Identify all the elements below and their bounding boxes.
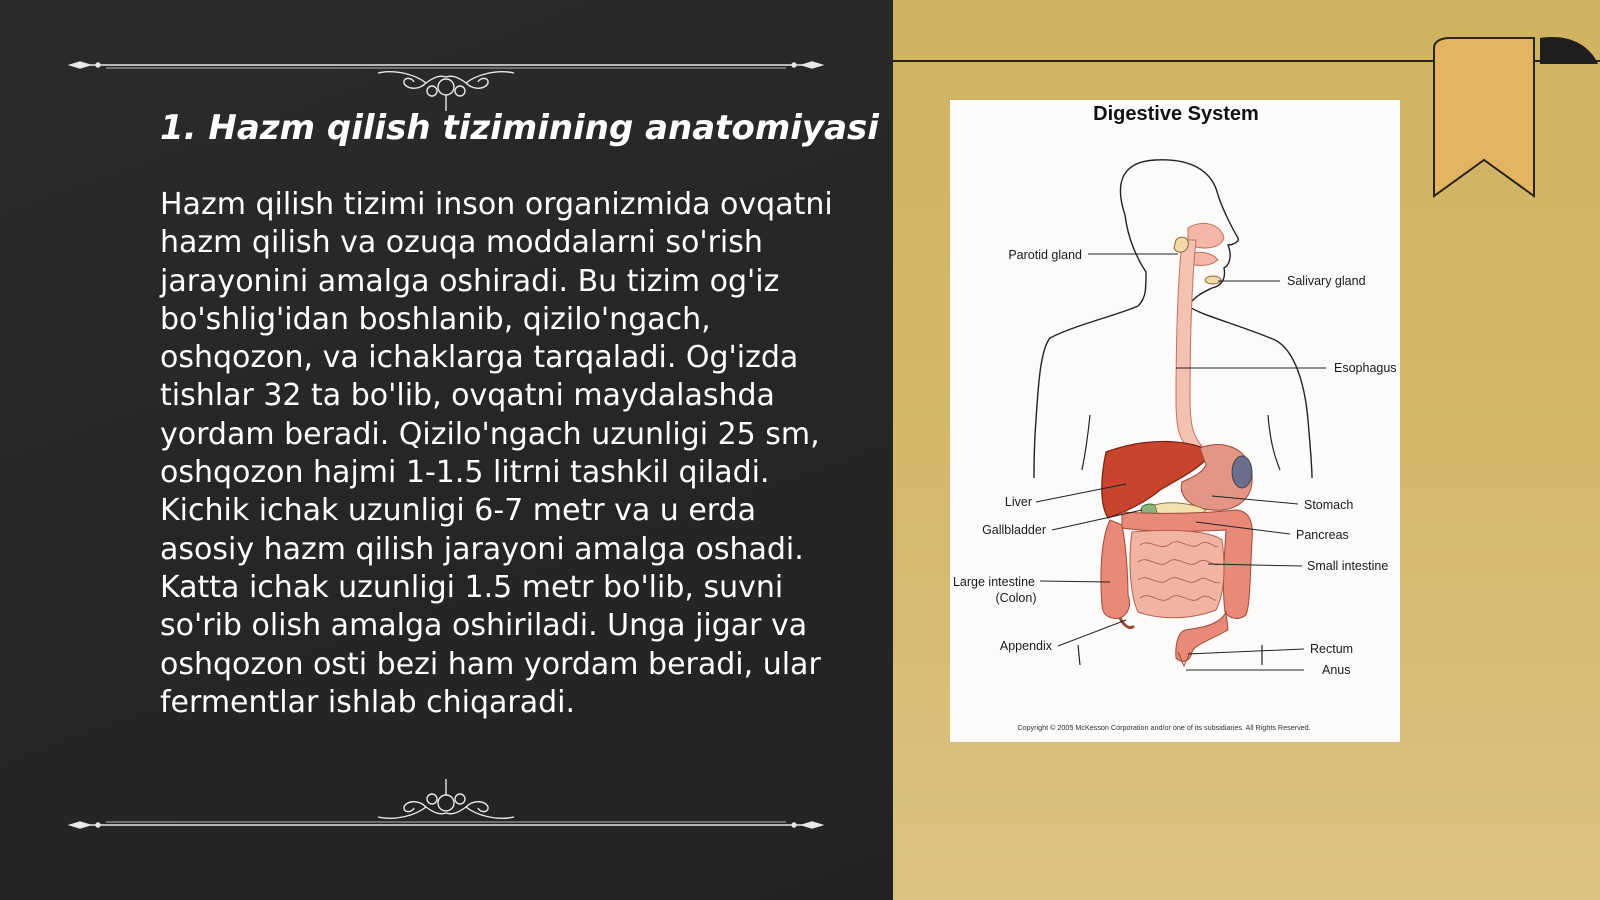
- esophagus: [1176, 240, 1202, 448]
- label-large-intestine: Large intestine: [952, 575, 1036, 589]
- label-liver: Liver: [1004, 495, 1032, 509]
- slide-body-text: Hazm qilish tizimi inson organizmida ovqatni hazm qilish va ozuqa moddalarni so'rish jarayonini amalga oshiradi. Bu tizim og'iz bo'shlig'idan boshlanib, qizilo'ngach, oshqozon, va ichaklarga tarqaladi. Og'izda tishlar 32 ta bo'lib, ovqatni maydalashda yordam beradi. Qizilo'ngach uzunligi 25 sm, oshqozon hajmi 1-1.5 litrni tashkil qiladi. Kichik ichak uzunligi 6-7 metr va u erda asosiy hazm qilish jarayoni amalga oshadi. Katta ichak uzunligi 1.5 metr bo'lib, suvni so'rib olish amalga oshiriladi. Unga jigar va oshqozon osti bezi ham yordam beradi, ular fermentlar ishlab chiqaradi.: [160, 187, 833, 720]
- slide-title: 1. Hazm qilish tizimining anatomiyasi: [160, 108, 879, 148]
- label-parotid-gland: Parotid gland: [1008, 248, 1082, 262]
- parotid-gland: [1174, 237, 1188, 252]
- appendix: [1120, 618, 1134, 628]
- label-stomach: Stomach: [1304, 498, 1354, 512]
- label-rectum: Rectum: [1310, 642, 1354, 656]
- bottom-ornament: [66, 775, 826, 835]
- salivary-gland: [1205, 276, 1221, 284]
- figure-title: Digestive System: [1093, 103, 1259, 125]
- large-intestine: [1101, 520, 1130, 618]
- label-gallbladder: Gallbladder: [982, 523, 1046, 537]
- label-appendix: Appendix: [999, 639, 1052, 653]
- body-outline: [1120, 160, 1312, 478]
- bookmark-ribbon: [1430, 34, 1600, 200]
- label-salivary-gland: Salivary gland: [1287, 274, 1366, 288]
- label-colon: (Colon): [995, 591, 1037, 605]
- label-anus: Anus: [1322, 663, 1351, 677]
- rectum: [1176, 612, 1228, 661]
- figure-copyright: Copyright © 2005 McKesson Corporation and/or one of its subsidiaries. All Rights Reserved.: [1017, 723, 1311, 732]
- label-pancreas: Pancreas: [1296, 528, 1349, 542]
- digestive-system-figure: [950, 100, 1400, 742]
- label-small-intestine: Small intestine: [1307, 559, 1389, 573]
- label-esophagus: Esophagus: [1334, 361, 1397, 375]
